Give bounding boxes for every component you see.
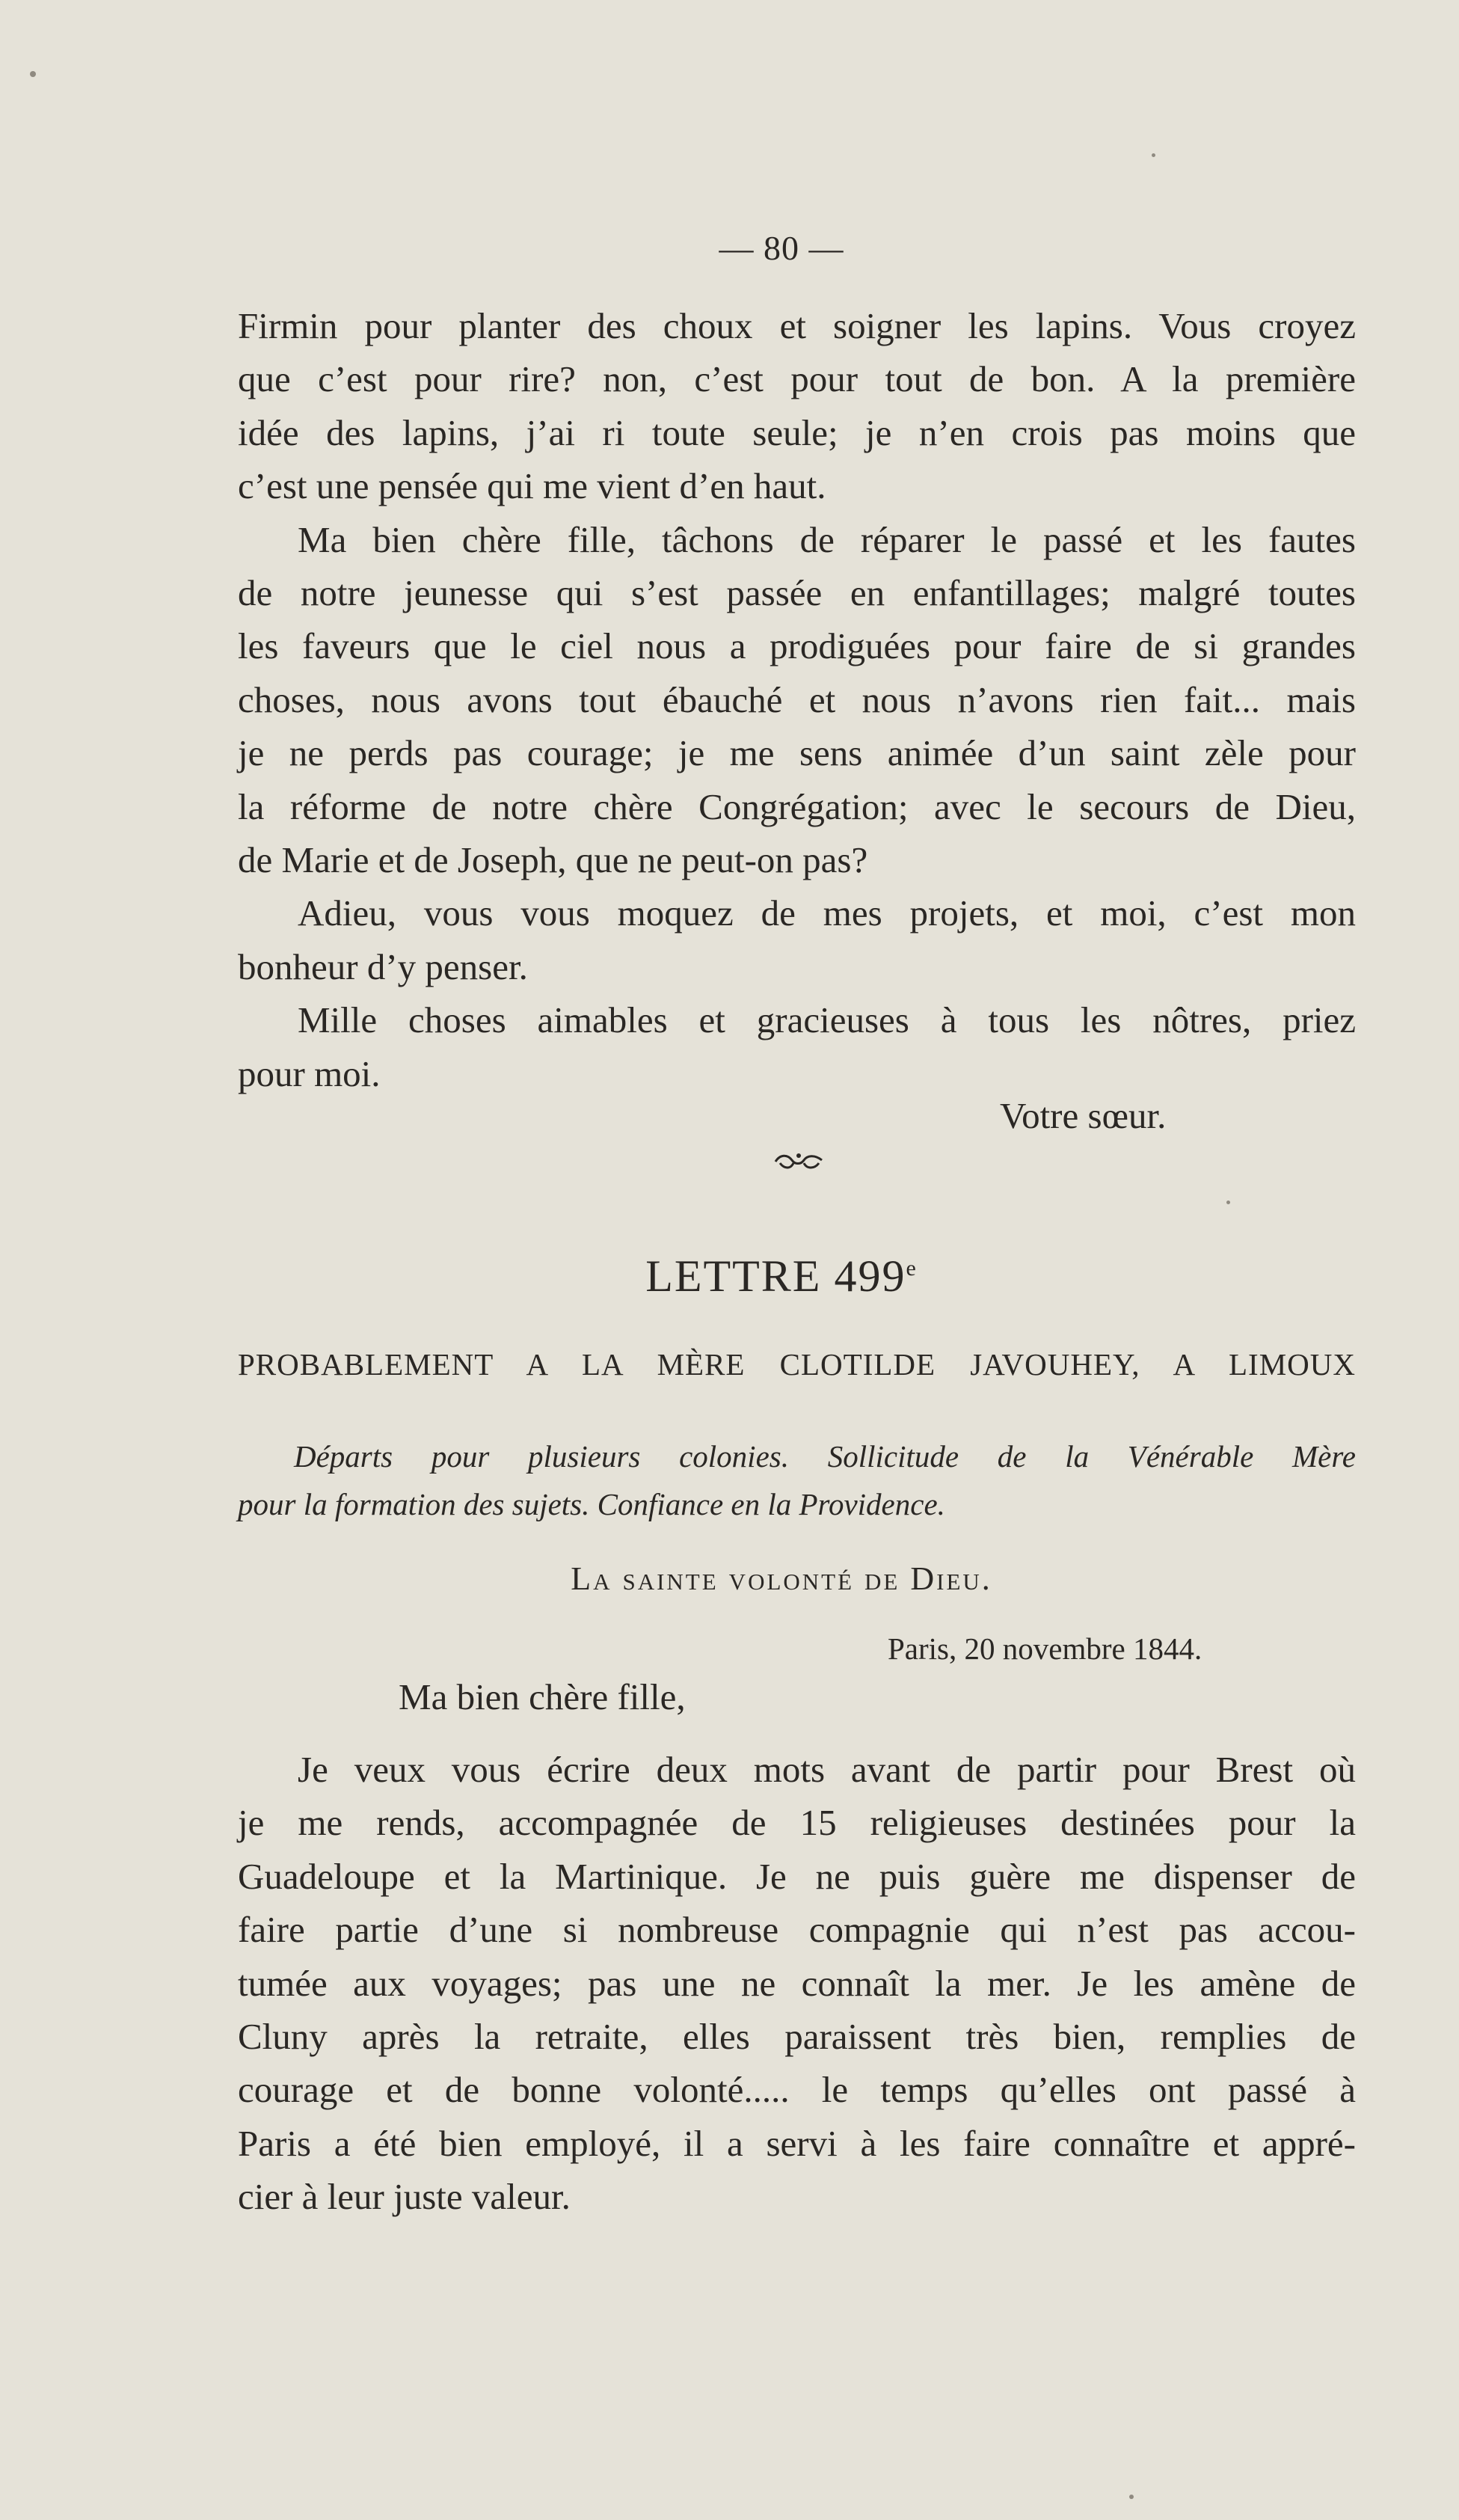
text-line: cier à leur juste valeur. [238,2176,571,2218]
paper-speck [1152,153,1155,157]
letter-summary [238,1432,1356,1528]
text-line: Cluny après la retraite, elles paraissent très bien, remplies de [238,2016,1356,2058]
text-line: que c’est pour rire? non, c’est pour tout de bon. A la première [238,358,1356,400]
text-line: la réforme de notre chère Congrégation; avec le secours de Dieu, [238,785,1356,827]
paragraph [238,886,1356,993]
text-line: Je veux vous écrire deux mots avant de partir pour Brest où [298,1749,1356,1790]
letter-title [0,1251,1459,1302]
text-line: Paris a été bien employé, il a servi à les faire connaître et appré- [238,2122,1356,2164]
paper-speck [1226,1201,1230,1204]
summary-line: Départs pour plusieurs colonies. Sollicitude de la Vénérable Mère [294,1439,1356,1474]
paper-speck [1129,2495,1134,2499]
text-line: les faveurs que le ciel nous a prodiguées pour faire de si grandes [238,625,1356,667]
signature: Votre sœur. [1000,1095,1167,1136]
text-line: Mille choses aimables et gracieuses à tous les nôtres, priez [298,999,1356,1041]
paper-speck [30,71,36,77]
text-line: de Marie et de Joseph, que ne peut-on pas? [238,839,868,881]
fleuron-ornament-icon [772,1150,825,1177]
text-line: faire partie d’une si nombreuse compagnie qui n’est pas accou- [238,1909,1356,1951]
paragraph [238,513,1356,887]
text-line: Ma bien chère fille, tâchons de réparer le passé et les fautes [298,518,1356,560]
letter-heading: La sainte volonté de Dieu. [571,1560,992,1597]
summary-line: pour la formation des sujets. Confiance en la Providence. [238,1487,945,1521]
text-line: idée des lapins, j’ai ri toute seule; je n’en crois pas moins que [238,411,1356,453]
continued-letter-text [238,299,1356,1100]
letter-title-superscript: e [906,1256,918,1281]
text-line: Firmin pour planter des choux et soigner les lapins. Vous croyez [238,305,1356,346]
paragraph [238,1743,1356,2224]
paragraph [238,299,1356,513]
text-line: pour moi. [238,1052,381,1094]
text-line: bonheur d’y penser. [238,945,528,987]
text-line: Adieu, vous vous moquez de mes projets, et moi, c’est mon [298,892,1356,934]
letter-salutation: Ma bien chère fille, [399,1676,686,1717]
text-line: je ne perds pas courage; je me sens animée d’un saint zèle pour [238,732,1356,774]
text-line: choses, nous avons tout ébauché et nous n’avons rien fait... mais [238,678,1356,720]
paragraph [238,993,1356,1100]
letter-addressee: PROBABLEMENT A LA MÈRE CLOTILDE JAVOUHEY, A LIMOUX [238,1347,1356,1382]
text-line: je me rends, accompagnée de 15 religieuses destinées pour la [238,1802,1356,1844]
text-line: courage et de bonne volonté..... le temps qu’elles ont passé à [238,2069,1356,2111]
letter-dateline: Paris, 20 novembre 1844. [888,1631,1202,1666]
letter-title-text: LETTRE 499 [645,1251,906,1301]
text-line: de notre jeunesse qui s’est passée en enfantillages; malgré toutes [238,572,1356,614]
letter-body [238,1743,1356,2224]
text-line: c’est une pensée qui me vient d’en haut. [238,465,826,507]
text-line: Guadeloupe et la Martinique. Je ne puis guère me dispenser de [238,1855,1356,1897]
text-line: tumée aux voyages; pas une ne connaît la mer. Je les amène de [238,1962,1356,2004]
page-number: — 80 — [719,229,844,267]
